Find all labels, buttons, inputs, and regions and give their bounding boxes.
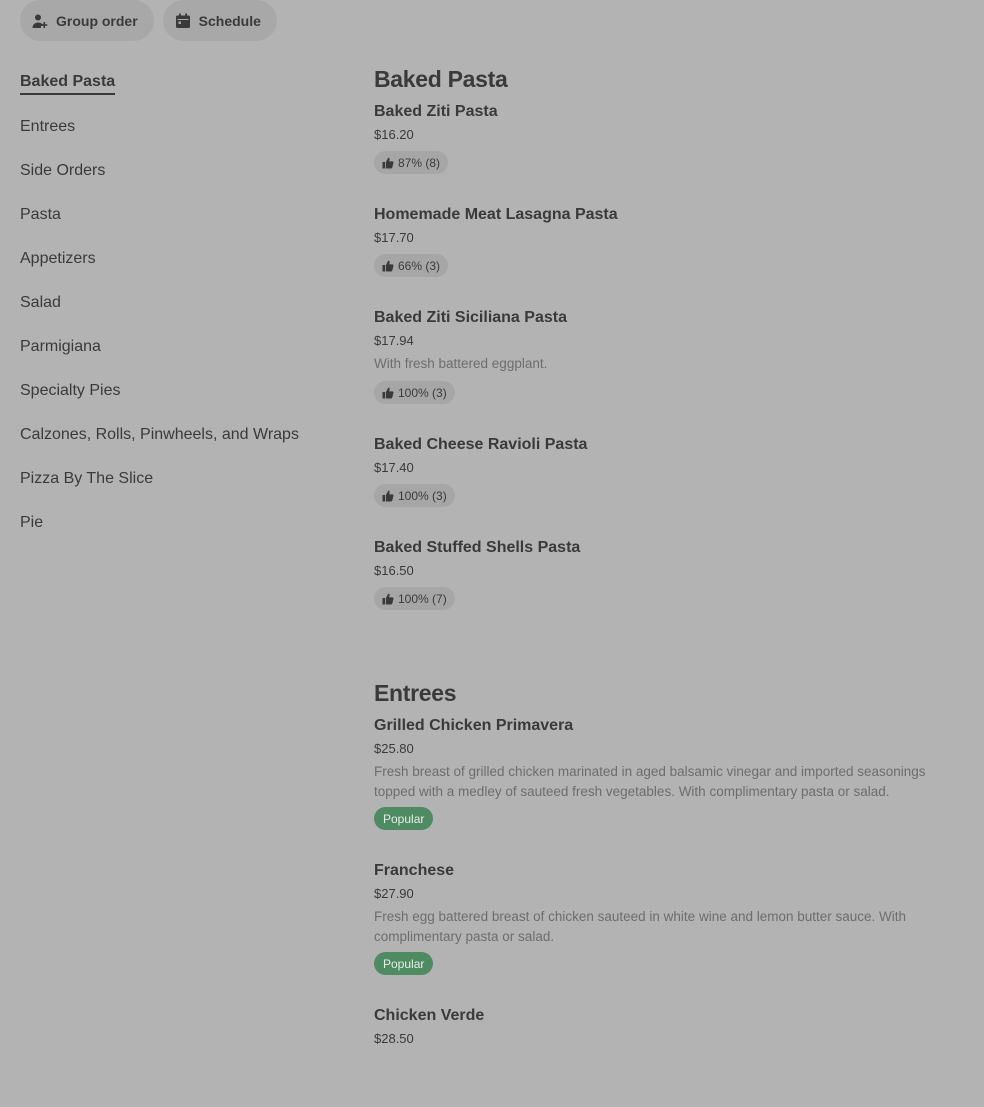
item-name: Baked Stuffed Shells Pasta	[374, 539, 581, 556]
item-price: $28.50	[374, 1031, 414, 1046]
sidebar-item-label: Calzones, Rolls, Pinwheels, and Wraps	[20, 426, 299, 443]
menu-item[interactable]	[374, 715, 954, 830]
rating-badge	[374, 484, 455, 507]
sidebar-item-pasta[interactable]	[20, 194, 340, 238]
rating-badge	[374, 151, 448, 174]
sidebar-item-baked-pasta[interactable]	[20, 62, 340, 106]
item-name: Homemade Meat Lasagna Pasta	[374, 206, 618, 223]
menu-item[interactable]	[374, 204, 954, 277]
sidebar-item-label: Parmigiana	[20, 338, 101, 355]
section-title: Baked Pasta	[374, 66, 508, 92]
rating-text: 100% (3)	[398, 385, 447, 400]
item-description: Fresh breast of grilled chicken marinated in aged balsamic vinegar and imported seasonings topped with a medley of sauteed fresh vegetables. With complimentary pasta or salad.	[374, 764, 926, 799]
item-price: $17.40	[374, 460, 414, 475]
section-spacer	[374, 640, 954, 676]
item-name: Grilled Chicken Primavera	[374, 717, 574, 734]
sidebar-item-label: Baked Pasta	[20, 73, 115, 95]
item-name: Baked Ziti Siciliana Pasta	[374, 309, 567, 326]
thumbs-up-icon	[382, 387, 394, 399]
rating-text: 100% (7)	[398, 591, 447, 606]
menu-item[interactable]	[374, 1005, 954, 1048]
popular-badge: Popular	[374, 952, 433, 975]
item-price: $27.90	[374, 886, 414, 901]
rating-badge	[374, 254, 448, 277]
item-description: Fresh egg battered breast of chicken sauteed in white wine and lemon butter sauce. With complimentary pasta or salad.	[374, 909, 907, 944]
sidebar-item-pie[interactable]	[20, 502, 340, 546]
group-order-button[interactable]	[20, 0, 154, 41]
popular-badge: Popular	[374, 807, 433, 830]
sidebar-item-label: Pasta	[20, 206, 61, 223]
category-sidebar	[20, 62, 340, 546]
item-price: $25.80	[374, 741, 414, 756]
thumbs-up-icon	[382, 593, 394, 605]
item-name: Franchese	[374, 862, 455, 879]
menu-item[interactable]	[374, 537, 954, 610]
item-name: Baked Ziti Pasta	[374, 103, 498, 120]
thumbs-up-icon	[382, 157, 394, 169]
menu-item[interactable]	[374, 860, 954, 975]
rating-text: 87% (8)	[398, 155, 441, 170]
group-order-label: Group order	[56, 12, 138, 29]
sidebar-item-label: Appetizers	[20, 250, 96, 267]
rating-badge	[374, 381, 455, 404]
sidebar-item-specialty-pies[interactable]	[20, 370, 340, 414]
item-price: $16.50	[374, 563, 414, 578]
rating-text: 100% (3)	[398, 488, 447, 503]
item-price: $17.70	[374, 230, 414, 245]
calendar-icon	[175, 13, 191, 29]
menu-item[interactable]	[374, 434, 954, 507]
sidebar-item-label: Pizza By The Slice	[20, 470, 154, 487]
sidebar-item-calzones[interactable]	[20, 414, 340, 458]
sidebar-item-salad[interactable]	[20, 282, 340, 326]
menu-item[interactable]	[374, 307, 954, 404]
sidebar-item-appetizers[interactable]	[20, 238, 340, 282]
menu-section-baked-pasta	[374, 66, 954, 610]
schedule-label: Schedule	[198, 12, 261, 29]
item-price: $16.20	[374, 127, 414, 142]
sidebar-item-entrees[interactable]	[20, 106, 340, 150]
menu-list	[374, 62, 954, 1078]
menu-item[interactable]	[374, 101, 954, 174]
thumbs-up-icon	[382, 490, 394, 502]
sidebar-item-label: Entrees	[20, 118, 76, 135]
menu-section-entrees	[374, 680, 954, 1048]
section-title: Entrees	[374, 680, 457, 706]
top-actions	[20, 0, 277, 41]
sidebar-item-parmigiana[interactable]	[20, 326, 340, 370]
rating-text: 66% (3)	[398, 258, 441, 273]
item-name: Baked Cheese Ravioli Pasta	[374, 436, 588, 453]
thumbs-up-icon	[382, 260, 394, 272]
person-plus-icon	[32, 13, 48, 29]
sidebar-item-side-orders[interactable]	[20, 150, 340, 194]
sidebar-item-label: Specialty Pies	[20, 382, 121, 399]
sidebar-item-pizza-by-the-slice[interactable]	[20, 458, 340, 502]
rating-badge	[374, 587, 455, 610]
schedule-button[interactable]	[163, 0, 277, 41]
sidebar-item-label: Side Orders	[20, 162, 106, 179]
item-description: With fresh battered eggplant.	[374, 356, 548, 371]
sidebar-item-label: Pie	[20, 514, 44, 531]
item-name: Chicken Verde	[374, 1007, 485, 1024]
item-price: $17.94	[374, 333, 414, 348]
sidebar-item-label: Salad	[20, 294, 61, 311]
